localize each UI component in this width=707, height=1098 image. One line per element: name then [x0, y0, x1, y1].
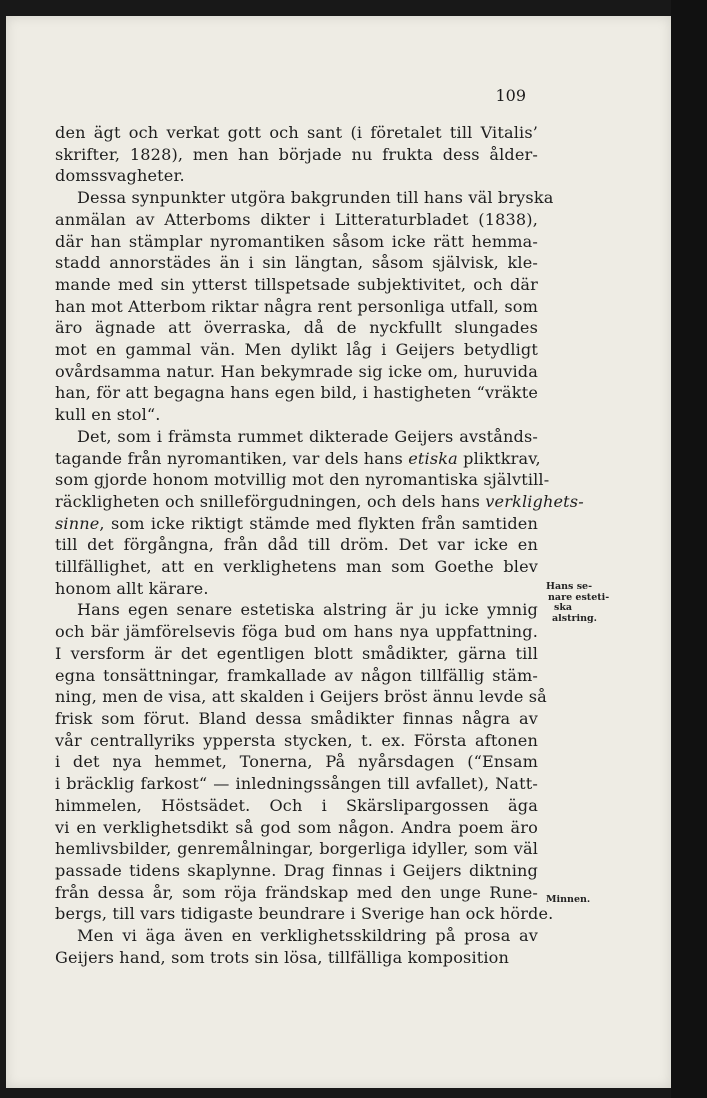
- text-line: han mot Atterbom riktar några rent personliga utfall, som: [55, 296, 538, 316]
- text-segment: räckligheten och snilleförgudningen, och dels hans: [55, 491, 486, 511]
- text-line: honom allt kärare.: [55, 578, 209, 598]
- text-line: där han stämplar nyromantiken såsom icke rätt hemma-: [55, 231, 538, 251]
- text-line: egna tonsättningar, framkallade av någon tillfällig stäm-: [55, 665, 538, 685]
- text-line: Dessa synpunkter utgöra bakgrunden till hans väl bryska: [77, 188, 554, 208]
- text-line: som gjorde honom motvillig mot den nyromantiska självtill-: [55, 470, 550, 490]
- text-line: ning, men de visa, att skalden i Geijers bröst ännu levde så: [55, 687, 547, 707]
- text-line: passade tidens skaplynne. Drag finnas i Geijers diktning: [55, 860, 538, 880]
- text-line: vår centrallyriks yppersta stycken, t. ex. Första aftonen: [55, 730, 538, 750]
- text-line: Men vi äga även en verklighetsskildring på prosa av: [77, 926, 538, 946]
- text-line: i det nya hemmet, Tonerna, På nyårsdagen (“Ensam: [55, 752, 538, 772]
- text-line: skrifter, 1828), men han började nu frukta dess ålder-: [55, 144, 538, 164]
- text-line: den ägt och verkat gott och sant (i företalet till Vitalis’: [55, 123, 538, 142]
- text-line: vi en verklighetsdikt så god som någon. Andra poem äro: [55, 817, 538, 837]
- text-line: himmelen, Höstsädet. Och i Skärslipargossen äga: [55, 795, 538, 815]
- text-line: I versform är det egentligen blott smådikter, gärna till: [55, 643, 538, 663]
- text-line: [55, 513, 538, 535]
- text-line: kull en stol“.: [55, 405, 161, 425]
- page-number: 109: [495, 86, 526, 105]
- book-page: [6, 16, 671, 1088]
- text-line: [55, 448, 541, 470]
- text-segment: pliktkrav,: [457, 448, 541, 468]
- margin-note-line: nare esteti-: [548, 591, 610, 603]
- text-line: och bär jämförelsevis föga bud om hans nya uppfattning.: [55, 622, 538, 642]
- text-line: stadd annorstädes än i sin längtan, såsom självisk, kle-: [55, 253, 538, 273]
- text-line: tillfällighet, att en verklighetens man som Goethe blev: [55, 557, 538, 577]
- margin-note-memories: Minnen.: [546, 894, 591, 905]
- text-line: äro ägnade att överraska, då de nyckfullt slungades: [55, 318, 538, 338]
- margin-note-line: alstring.: [552, 612, 597, 624]
- margin-note-line: ska: [554, 602, 573, 613]
- text-line: Det, som i främsta rummet dikterade Geijers avstånds-: [77, 426, 538, 446]
- text-line: frisk som förut. Bland dessa smådikter finnas några av: [55, 708, 538, 728]
- text-line: Hans egen senare estetiska alstring är ju icke ymnig: [77, 600, 538, 620]
- margin-note-aesthetic-work: [546, 582, 609, 624]
- scan-border: [671, 0, 707, 1098]
- emphasis-text: verklighets-: [485, 491, 584, 511]
- text-segment: tagande från nyromantiken, var dels hans: [55, 448, 409, 468]
- text-line: [55, 491, 584, 513]
- text-line: anmälan av Atterboms dikter i Litteraturbladet (1838),: [55, 209, 538, 229]
- text-segment: , som icke riktigt stämde med flykten från samtiden: [99, 513, 538, 533]
- text-line: i bräcklig farkost“ — inledningssången till avfallet), Natt-: [55, 774, 538, 794]
- text-line: ovårdsamma natur. Han bekymrade sig icke om, huruvida: [55, 361, 538, 381]
- emphasis-text: etiska: [408, 448, 458, 468]
- text-line: till det förgångna, från dåd till dröm. Det var icke en: [55, 535, 538, 555]
- text-line: domssvagheter.: [55, 166, 185, 186]
- text-line: från dessa år, som röja frändskap med den unge Rune-: [55, 882, 538, 902]
- text-line: han, för att begagna hans egen bild, i hastigheten “vräkte: [55, 383, 538, 403]
- text-line: bergs, till vars tidigaste beundrare i Sverige han ock hörde.: [55, 904, 554, 924]
- margin-note-line: Hans se-: [546, 581, 593, 592]
- text-line: Geijers hand, som trots sin lösa, tillfälliga komposition: [55, 947, 510, 967]
- text-line: mande med sin ytterst tillspetsade subjektivitet, och där: [55, 274, 538, 294]
- emphasis-text: sinne: [55, 513, 100, 533]
- text-line: mot en gammal vän. Men dylikt låg i Geijers betydligt: [55, 340, 538, 360]
- text-line: hemlivsbilder, genremålningar, borgerliga idyller, som väl: [55, 839, 538, 859]
